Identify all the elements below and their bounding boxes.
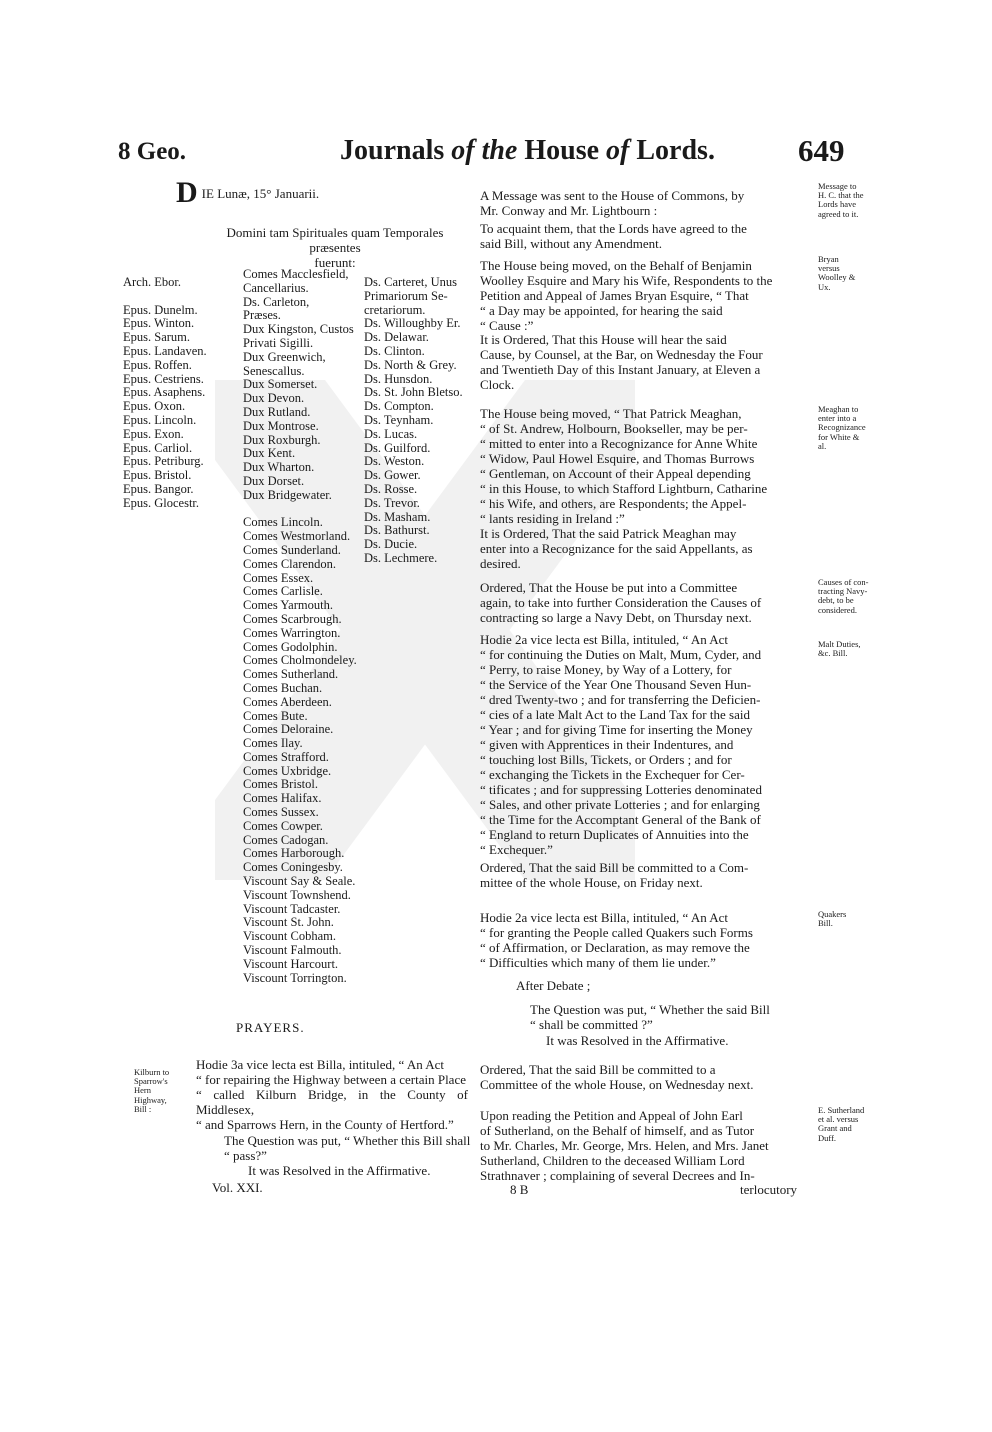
text-line: “ Gentleman, on Account of their Appeal depending bbox=[480, 466, 751, 481]
lord-entry: Viscount Townshend. bbox=[243, 887, 351, 902]
text-line: again, to take into further Consideration the Causes of bbox=[480, 595, 762, 610]
margin-line: E. Sutherland bbox=[818, 1105, 865, 1115]
bishop-entry: Epus. Glocestr. bbox=[123, 495, 200, 510]
lord-entry: Comes Buchan. bbox=[243, 680, 323, 695]
text-line: Sutherland, Children to the deceased William Lord bbox=[480, 1153, 745, 1168]
margin-line: versus bbox=[818, 263, 840, 274]
prayers-heading: PRAYERS. bbox=[236, 1020, 305, 1035]
text-line: Petition and Appeal of James Bryan Esquire, “ That bbox=[480, 288, 749, 303]
lord-entry: Viscount St. John. bbox=[243, 915, 334, 930]
margin-line: tracting Navy- bbox=[818, 586, 868, 597]
barons-column bbox=[364, 276, 463, 566]
baron-entry: Ds. Rosse. bbox=[364, 481, 418, 496]
text-line: Mr. Conway and Mr. Lightbourn : bbox=[480, 203, 658, 218]
text-line: “ called Kilburn Bridge, in the County of Middlesex, bbox=[196, 1087, 468, 1117]
text-line: mittee of the whole House, on Friday next. bbox=[480, 875, 703, 890]
meaghan-paragraph bbox=[480, 406, 798, 526]
text-line: to Mr. Charles, Mr. George, Mrs. Helen, and Mrs. Janet bbox=[480, 1138, 769, 1153]
bishop-entry: Epus. Dunelm. bbox=[123, 302, 198, 317]
ordered-committee-paragraph bbox=[480, 860, 798, 890]
text-line: A Message was sent to the House of Commons, by bbox=[480, 188, 745, 203]
text-line: “ his Wife, and others, are Respondents; the Appel- bbox=[480, 496, 747, 511]
baron-entry: Ds. Masham. bbox=[364, 509, 431, 524]
text-line: “ mitted to enter into a Recognizance for Anne White bbox=[480, 436, 758, 451]
lord-entry: Viscount Harcourt. bbox=[243, 956, 339, 971]
domini-text: Domini tam Spirituales quam Temporales præsentes bbox=[226, 225, 444, 255]
text-line: The Question was put, “ Whether the said Bill bbox=[530, 1002, 770, 1017]
text-line: “ in this House, to which Stafford Lightburn, Catharine bbox=[480, 481, 768, 496]
text-line: “ pass?” bbox=[224, 1148, 267, 1163]
fuerunt-text: fuerunt: bbox=[314, 255, 356, 270]
title-lords: Lords. bbox=[636, 135, 715, 166]
margin-line: et al. versus bbox=[818, 1114, 859, 1125]
margin-note-malt bbox=[818, 640, 861, 658]
lord-entry: Viscount Cobham. bbox=[243, 929, 336, 944]
text-line: “ lants residing in Ireland :” bbox=[480, 511, 625, 526]
lord-entry: Dux Dorset. bbox=[243, 473, 305, 488]
margin-line: Grant and bbox=[818, 1123, 852, 1134]
margin-note-sutherland bbox=[818, 1106, 864, 1143]
lord-entry: Dux Wharton. bbox=[243, 460, 315, 475]
margin-line: Ux. bbox=[818, 281, 831, 292]
text-line: enter into a Recognizance for the said Appellants, as bbox=[480, 541, 753, 556]
baron-entry: Ds. Clinton. bbox=[364, 343, 425, 358]
text-line: “ of Affirmation, or Declaration, as may remove the bbox=[480, 940, 750, 955]
ordered-hearing-paragraph bbox=[480, 332, 798, 392]
margin-line: debt, to be bbox=[818, 595, 854, 606]
lord-entry: Viscount Torrington. bbox=[243, 970, 347, 985]
bishop-entry: Epus. Exon. bbox=[123, 426, 184, 441]
text-line: “ for repairing the Highway between a certain Place bbox=[196, 1072, 466, 1087]
margin-line: Causes of con- bbox=[818, 577, 869, 587]
text-line: Cause, by Counsel, at the Bar, on Wednesday the Four bbox=[480, 347, 763, 362]
text-line: “ a Day may be appointed, for hearing the said bbox=[480, 303, 723, 318]
margin-line: Recognizance bbox=[818, 422, 866, 433]
signature-mark: 8 B bbox=[510, 1182, 529, 1197]
lord-entry: Comes Sunderland. bbox=[243, 542, 341, 557]
bishop-entry: Epus. Lincoln. bbox=[123, 412, 197, 427]
lord-entry bbox=[243, 503, 357, 517]
text-line: “ given with Apprentices in their Indentures, and bbox=[480, 737, 734, 752]
lord-entry: Dux Greenwich, bbox=[243, 349, 326, 364]
margin-note-woolley bbox=[818, 255, 855, 292]
title-of-the: of the bbox=[451, 135, 518, 166]
title-house: House bbox=[524, 135, 600, 166]
lord-entry: Comes Bristol. bbox=[243, 777, 319, 792]
margin-line: &c. Bill. bbox=[818, 648, 848, 659]
lord-entry: Comes Bute. bbox=[243, 708, 308, 723]
baron-entry: Ds. Weston. bbox=[364, 454, 425, 469]
question-paragraph bbox=[224, 1133, 474, 1163]
lord-entry: Viscount Say & Seale. bbox=[243, 874, 356, 889]
margin-line: Quakers bbox=[818, 909, 847, 919]
running-head-title bbox=[340, 135, 715, 167]
text-line: “ Widow, Paul Howel Esquire, and Thomas Burrows bbox=[480, 451, 755, 466]
margin-line: H. C. that the bbox=[818, 190, 864, 201]
text-line: Woolley Esquire and Mary his Wife, Respondents to the bbox=[480, 273, 773, 288]
lord-entry: Comes Sutherland. bbox=[243, 667, 339, 682]
question-committed-paragraph bbox=[530, 1002, 800, 1032]
lord-entry: Præses. bbox=[243, 308, 281, 323]
lord-entry: Comes Ilay. bbox=[243, 736, 303, 751]
margin-line: Duff. bbox=[818, 1132, 837, 1143]
text-line: “ Year ; and for giving Time for inserting the Money bbox=[480, 722, 753, 737]
text-line: Hodie 2a vice lecta est Billa, intituled, “ An Act bbox=[480, 910, 729, 925]
catchword: terlocutory bbox=[740, 1182, 798, 1197]
text-line: desired. bbox=[480, 556, 521, 571]
baron-entry: Ds. Carteret, Unus bbox=[364, 275, 458, 289]
text-line: and Twentieth Day of this Instant January, at Eleven a bbox=[480, 362, 761, 377]
volume-signature: Vol. XXI. bbox=[212, 1180, 263, 1195]
sutherland-paragraph bbox=[480, 1108, 798, 1183]
ordered-wednesday-paragraph bbox=[480, 1062, 798, 1092]
lord-entry: Comes Sussex. bbox=[243, 805, 319, 820]
lord-entry: Viscount Falmouth. bbox=[243, 943, 342, 958]
text-line: “ England to return Duplicates of Annuities into the bbox=[480, 827, 749, 842]
lord-entry: Comes Lincoln. bbox=[243, 515, 323, 530]
baron-entry: Ds. Gower. bbox=[364, 468, 421, 483]
text-line: “ cies of a late Malt Act to the Land Tax for the said bbox=[480, 707, 750, 722]
baron-entry: Ds. Compton. bbox=[364, 399, 434, 414]
lord-entry: Dux Rutland. bbox=[243, 404, 311, 419]
text-line: “ for continuing the Duties on Malt, Mum, Cyder, and bbox=[480, 647, 762, 662]
margin-note-navy bbox=[818, 578, 869, 615]
resolved-text: It was Resolved in the Affirmative. bbox=[248, 1163, 431, 1178]
margin-line: Malt Duties, bbox=[818, 639, 861, 649]
text-line: “ the Service of the Year One Thousand Seven Hun- bbox=[480, 677, 752, 692]
margin-line: Highway, bbox=[134, 1094, 167, 1105]
resolved-affirmative-text: It was Resolved in the Affirmative. bbox=[546, 1033, 729, 1048]
margin-line: Kilburn to bbox=[134, 1067, 170, 1077]
drop-cap: D bbox=[176, 176, 198, 209]
lord-entry: Comes Coningesby. bbox=[243, 860, 343, 875]
margin-line: Sparrow's bbox=[134, 1076, 168, 1087]
margin-note-meaghan bbox=[818, 405, 866, 451]
bishops-column bbox=[123, 276, 207, 511]
lord-entry: Comes Strafford. bbox=[243, 749, 329, 764]
margin-note-quakers bbox=[818, 910, 846, 928]
ordered-recognizance-paragraph bbox=[480, 526, 798, 571]
day-heading bbox=[176, 176, 320, 209]
text-line: Hodie 3a vice lecta est Billa, intituled, “ An Act bbox=[196, 1057, 445, 1072]
lord-entry: Comes Deloraine. bbox=[243, 722, 334, 737]
text-line: Clock. bbox=[480, 377, 515, 392]
baron-entry: Ds. Guilford. bbox=[364, 440, 431, 455]
title-journals: Journals bbox=[340, 135, 445, 166]
lord-entry: Comes Macclesfield, bbox=[243, 267, 349, 281]
margin-note-kilburn bbox=[134, 1068, 169, 1114]
lord-entry: Comes Yarmouth. bbox=[243, 598, 333, 613]
text-line: “ and Sparrows Hern, in the County of Hertford.” bbox=[196, 1117, 454, 1132]
lord-entry: Comes Carlisle. bbox=[243, 584, 323, 599]
lord-entry: Comes Westmorland. bbox=[243, 529, 351, 544]
lord-entry: Ds. Carleton, bbox=[243, 294, 310, 309]
lord-entry: Viscount Tadcaster. bbox=[243, 901, 341, 916]
lord-entry: Comes Essex. bbox=[243, 570, 314, 585]
lord-entry: Dux Somerset. bbox=[243, 377, 318, 392]
text-line: “ exchanging the Tickets in the Exchequer for Cer- bbox=[480, 767, 745, 782]
text-line: Ordered, That the House be put into a Committee bbox=[480, 580, 738, 595]
text-line: “ Difficulties which many of them lie under.” bbox=[480, 955, 716, 970]
lord-entry: Comes Cholmondeley. bbox=[243, 653, 357, 668]
lord-entry: Dux Devon. bbox=[243, 391, 305, 406]
baron-entry: Ds. Trevor. bbox=[364, 495, 420, 510]
margin-line: Bill. bbox=[818, 918, 833, 929]
lord-entry: Comes Scarbrough. bbox=[243, 611, 342, 626]
lord-entry: Dux Montrose. bbox=[243, 418, 319, 433]
text-line: Ordered, That the said Bill be committed to a bbox=[480, 1062, 716, 1077]
margin-line: Bill : bbox=[134, 1103, 152, 1114]
lord-entry: Dux Roxburgh. bbox=[243, 432, 321, 447]
message-paragraph bbox=[480, 188, 798, 218]
lord-entry: Senescallus. bbox=[243, 363, 305, 378]
bishop-entry: Epus. Bristol. bbox=[123, 468, 192, 483]
bishop-entry: Epus. Landaven. bbox=[123, 343, 207, 358]
bishop-entry: Epus. Roffen. bbox=[123, 357, 192, 372]
navy-debt-paragraph bbox=[480, 580, 798, 625]
lord-entry: Dux Kingston, Custos bbox=[243, 322, 354, 337]
baron-entry: Ds. Lechmere. bbox=[364, 550, 438, 565]
margin-line: Hern bbox=[134, 1085, 151, 1096]
lord-entry: Comes Aberdeen. bbox=[243, 694, 332, 709]
comes-column bbox=[243, 268, 357, 985]
text-line: “ tificates ; and for suppressing Lotteries denominated bbox=[480, 782, 762, 797]
bishop-entry: Epus. Asaphens. bbox=[123, 385, 206, 400]
lord-entry: Comes Cowper. bbox=[243, 818, 323, 833]
baron-entry: Ds. Delawar. bbox=[364, 330, 429, 345]
lord-entry: Cancellarius. bbox=[243, 280, 309, 295]
baron-entry: Ds. Ducie. bbox=[364, 537, 418, 552]
text-line: It is Ordered, That this House will hear the said bbox=[480, 332, 727, 347]
baron-entry: Primariorum Se- bbox=[364, 288, 448, 303]
text-line: Ordered, That the said Bill be committed to a Com- bbox=[480, 860, 749, 875]
bishop-entry: Arch. Ebor. bbox=[123, 275, 181, 289]
baron-entry: Ds. Teynham. bbox=[364, 412, 434, 427]
lord-entry: Comes Halifax. bbox=[243, 791, 322, 806]
text-line: said Bill, without any Amendment. bbox=[480, 236, 662, 251]
day-text: IE Lunæ, 15° Januarii. bbox=[201, 186, 320, 201]
margin-line: Woolley & bbox=[818, 272, 856, 283]
baron-entry: Ds. Lucas. bbox=[364, 426, 418, 441]
margin-line: agreed to it. bbox=[818, 208, 859, 219]
margin-line: Lords have bbox=[818, 199, 857, 210]
text-line: It is Ordered, That the said Patrick Meaghan may bbox=[480, 526, 737, 541]
text-line: Upon reading the Petition and Appeal of John Earl bbox=[480, 1108, 743, 1123]
margin-note-message bbox=[818, 182, 864, 219]
text-line: To acquaint them, that the Lords have agreed to the bbox=[480, 221, 747, 236]
lord-entry: Comes Uxbridge. bbox=[243, 763, 332, 778]
woolley-paragraph bbox=[480, 258, 798, 333]
bishop-entry: Epus. Sarum. bbox=[123, 330, 191, 345]
bishop-entry: Epus. Cestriens. bbox=[123, 371, 204, 386]
margin-line: al. bbox=[818, 440, 827, 451]
lord-entry: Privati Sigilli. bbox=[243, 335, 314, 350]
margin-line: Meaghan to bbox=[818, 404, 859, 414]
baron-entry: Ds. Hunsdon. bbox=[364, 371, 433, 386]
domini-line bbox=[200, 225, 470, 270]
margin-line: Bryan bbox=[818, 254, 839, 264]
acquaint-paragraph bbox=[480, 221, 798, 251]
bishop-entry: Epus. Petriburg. bbox=[123, 454, 204, 469]
text-line: contracting so large a Navy Debt, on Thursday next. bbox=[480, 610, 752, 625]
bishop-entry bbox=[123, 290, 207, 304]
text-line: “ Sales, and other private Lotteries ; and for enlarging bbox=[480, 797, 760, 812]
text-line: The House being moved, “ That Patrick Meaghan, bbox=[480, 406, 742, 421]
baron-entry: cretariorum. bbox=[364, 302, 426, 317]
running-head-regnal-year: 8 Geo. bbox=[118, 138, 187, 165]
malt-bill-paragraph bbox=[480, 632, 798, 857]
lord-entry: Dux Bridgewater. bbox=[243, 487, 332, 502]
text-line: “ dred Twenty-two ; and for transferring the Deficien- bbox=[480, 692, 761, 707]
text-line: Committee of the whole House, on Wednesday next. bbox=[480, 1077, 754, 1092]
bishop-entry: Epus. Carliol. bbox=[123, 440, 193, 455]
text-line: Hodie 2a vice lecta est Billa, intituled, “ An Act bbox=[480, 632, 729, 647]
bishop-entry: Epus. Winton. bbox=[123, 316, 195, 331]
baron-entry: Ds. Willoughby Er. bbox=[364, 316, 461, 331]
page-number: 649 bbox=[798, 133, 845, 168]
text-line: “ of St. Andrew, Holbourn, Bookseller, may be per- bbox=[480, 421, 748, 436]
baron-entry: Ds. Bathurst. bbox=[364, 523, 430, 538]
bishop-entry: Epus. Oxon. bbox=[123, 399, 186, 414]
text-line: “ for granting the People called Quakers such Forms bbox=[480, 925, 753, 940]
quakers-bill-paragraph bbox=[480, 910, 798, 970]
text-line: The House being moved, on the Behalf of Benjamin bbox=[480, 258, 752, 273]
text-line: “ touching lost Bills, Tickets, or Orders ; and for bbox=[480, 752, 732, 767]
baron-entry: Ds. St. John Bletso. bbox=[364, 385, 463, 400]
text-line: “ shall be committed ?” bbox=[530, 1017, 653, 1032]
lord-entry: Comes Warrington. bbox=[243, 625, 341, 640]
text-line: Strathnaver ; complaining of several Decrees and In- bbox=[480, 1168, 755, 1183]
after-debate-text: After Debate ; bbox=[516, 978, 591, 993]
bishop-entry: Epus. Bangor. bbox=[123, 481, 194, 496]
margin-line: Message to bbox=[818, 181, 857, 191]
lord-entry: Comes Godolphin. bbox=[243, 639, 338, 654]
text-line: of Sutherland, on the Behalf of himself, and as Tutor bbox=[480, 1123, 755, 1138]
text-line: “ the Time for the Accomptant General of the Bank of bbox=[480, 812, 761, 827]
lord-entry: Comes Cadogan. bbox=[243, 832, 329, 847]
baron-entry: Ds. North & Grey. bbox=[364, 357, 457, 372]
lord-entry: Comes Harborough. bbox=[243, 846, 345, 861]
title-of: of bbox=[606, 135, 630, 166]
margin-line: considered. bbox=[818, 604, 857, 615]
margin-line: enter into a bbox=[818, 413, 857, 424]
text-line: “ Cause :” bbox=[480, 318, 534, 333]
text-line: “ Exchequer.” bbox=[480, 842, 553, 857]
kilburn-bill-paragraph bbox=[196, 1057, 468, 1132]
margin-line: for White & bbox=[818, 431, 860, 442]
lord-entry: Dux Kent. bbox=[243, 446, 296, 461]
lord-entry: Comes Clarendon. bbox=[243, 556, 337, 571]
text-line: The Question was put, “ Whether this Bill shall bbox=[224, 1133, 471, 1148]
text-line: “ Perry, to raise Money, by Way of a Lottery, for bbox=[480, 662, 732, 677]
